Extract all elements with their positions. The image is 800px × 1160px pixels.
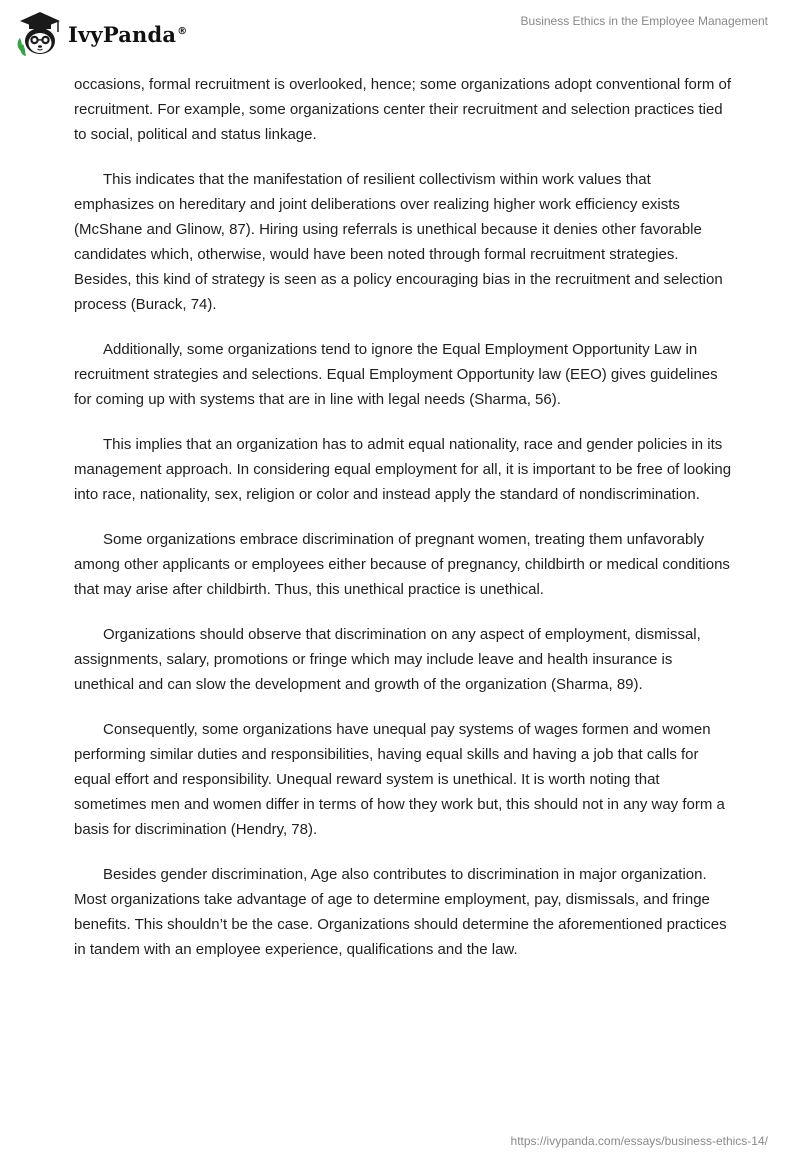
paragraph: This indicates that the manifestation of resilient collectivism within work values that emphasizes on hereditary and joint deliberations over realizing higher work efficiency exists (McShane and Glinow, 87). Hiring using referrals is unethical because it denies other favorable candidates which, otherwise, would have been noted through formal recruitment strategies. Besides, this kind of strategy is seen as a policy encouraging bias in the recruitment and selection process (Burack, 74). (74, 171, 723, 313)
brand-name: IvyPanda® (68, 21, 188, 47)
source-url[interactable]: https://ivypanda.com/essays/business-ethics-14/ (510, 1134, 768, 1148)
essay-body (74, 72, 734, 982)
paragraph: Organizations should observe that discrimination on any aspect of employment, dismissal, assignments, salary, promotions or fringe which may include leave and health insurance is unethical and can slow the development and growth of the organization (Sharma, 89). (74, 626, 701, 693)
ivypanda-logo[interactable] (14, 8, 187, 60)
page-header (0, 0, 800, 70)
paragraph: Additionally, some organizations tend to ignore the Equal Employment Opportunity Law in recruitment strategies and selections. Equal Employment Opportunity law (EEO) gives guidelines for coming up with systems that are in line with legal needs (Sharma, 56). (74, 341, 718, 408)
panda-graduate-icon (14, 8, 66, 60)
paragraph: This implies that an organization has to admit equal nationality, race and gender policies in its management approach. In considering equal employment for all, it is important to be free of looking into race, nationality, sex, religion or color and instead apply the standard of nondiscrimination. (74, 436, 732, 503)
paragraph: occasions, formal recruitment is overlooked, hence; some organizations adopt conventional form of recruitment. For example, some organizations center their recruitment and selection practices tied to social, political and status linkage. (74, 76, 732, 143)
paragraph: Besides gender discrimination, Age also contributes to discrimination in major organization. Most organizations take advantage of age to determine employment, pay, dismissals, and fringe benefits. This shouldn’t be the case. Organizations should determine the aforementioned practices in tandem with an employee experience, qualifications and the law. (74, 866, 727, 958)
paragraph: Some organizations embrace discrimination of pregnant women, treating them unfavorably among other applicants or employees either because of pregnancy, childbirth or medical conditions that may arise after childbirth. Thus, this unethical practice is unethical. (74, 531, 730, 598)
document-title: Business Ethics in the Employee Management (520, 14, 768, 28)
paragraph: Consequently, some organizations have unequal pay systems of wages formen and women performing similar duties and responsibilities, having equal skills and having a job that calls for equal effort and responsibility. Unequal reward system is unethical. It is worth noting that sometimes men and women differ in terms of how they work but, this should not in any way form a basis for discrimination (Hendry, 78). (74, 721, 725, 838)
